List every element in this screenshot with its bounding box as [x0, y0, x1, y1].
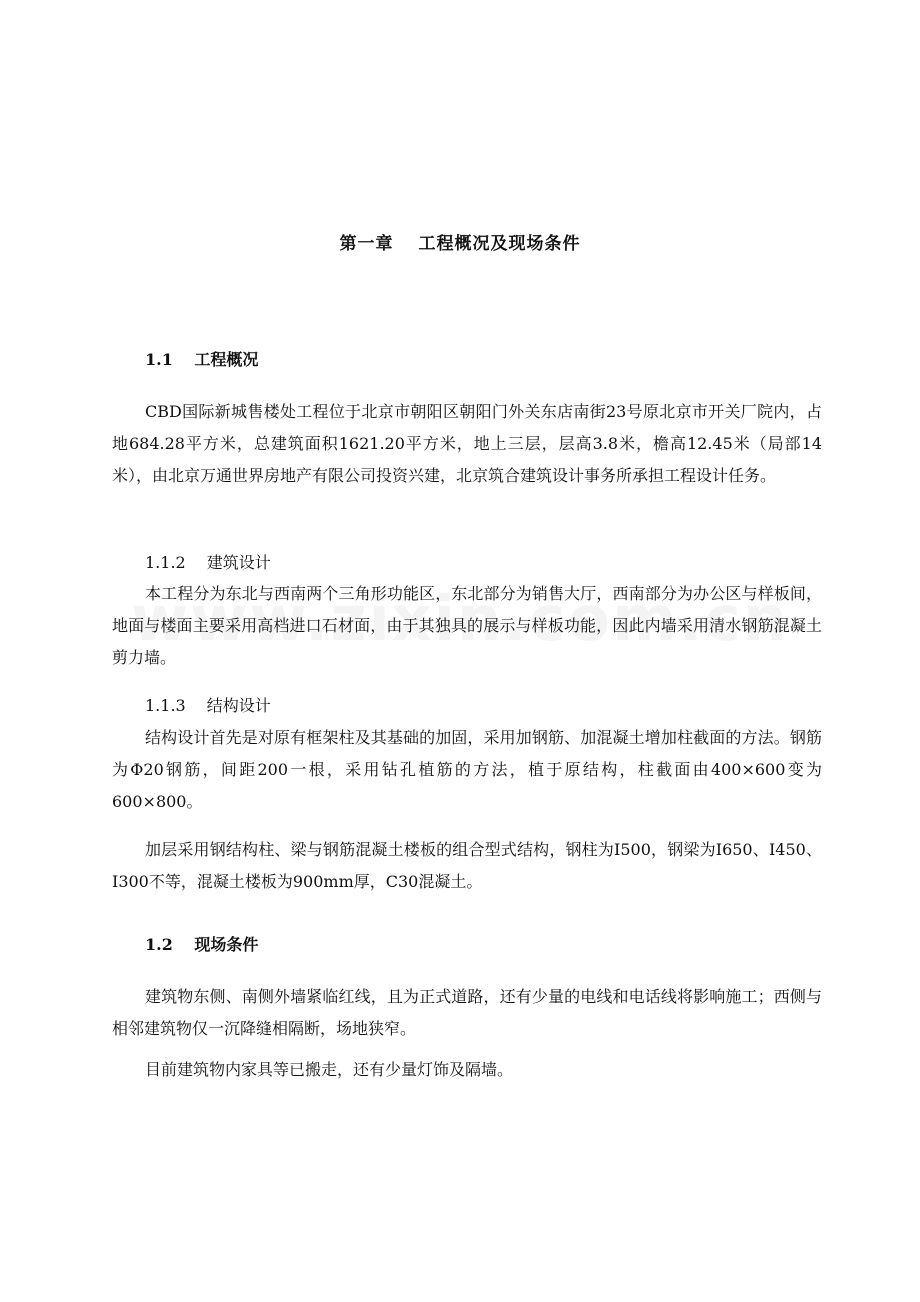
subheading-1-1-3: 1.1.3 结构设计: [145, 696, 271, 715]
section-1-2-body-2: 目前建筑物内家具等已搬走，还有少量灯饰及隔墙。: [145, 1060, 514, 1079]
chapter-title: 第一章 工程概况及现场条件: [339, 234, 581, 254]
section-1-1-3-body-2: 加层采用钢结构柱、梁与钢筋混凝土楼板的组合型式结构，钢柱为I500，钢梁为I650、I450、I300不等，混凝土楼板为900mm厚，C30混凝土。: [112, 840, 822, 891]
subheading-1-1-2: 1.1.2 建筑设计: [145, 553, 271, 572]
section-heading-1-1: 1.1 工程概况: [145, 350, 259, 369]
section-heading-1-2: 1.2 现场条件: [145, 935, 259, 954]
section-1-1-2-body: 本工程分为东北与西南两个三角形功能区，东北部分为销售大厅，西南部分为办公区与样板间，地面与楼面主要采用高档进口石材面，由于其独具的展示与样板功能，因此内墙采用清水钢筋混凝土剪力墙。: [112, 584, 822, 667]
section-1-1-3-body-1: 结构设计首先是对原有框架柱及其基础的加固，采用加钢筋、加混凝土增加柱截面的方法。钢筋为Φ20钢筋，间距200一根，采用钻孔植筋的方法，植于原结构，柱截面由400×600变为600×800。: [112, 728, 822, 811]
section-1-2-body-1: 建筑物东侧、南侧外墙紧临红线，且为正式道路，还有少量的电线和电话线将影响施工；西侧与相邻建筑物仅一沉降缝相隔断，场地狭窄。: [112, 987, 822, 1038]
section-1-1-intro: CBD国际新城售楼处工程位于北京市朝阳区朝阳门外关东店南街23号原北京市开关厂院内，占地684.28平方米，总建筑面积1621.20平方米，地上三层，层高3.8米，檐高12.45米（局部14米），由北京万通世界房地产有限公司投资兴建，北京筑合建筑设计事务所承担工程设计任务。: [112, 402, 822, 485]
